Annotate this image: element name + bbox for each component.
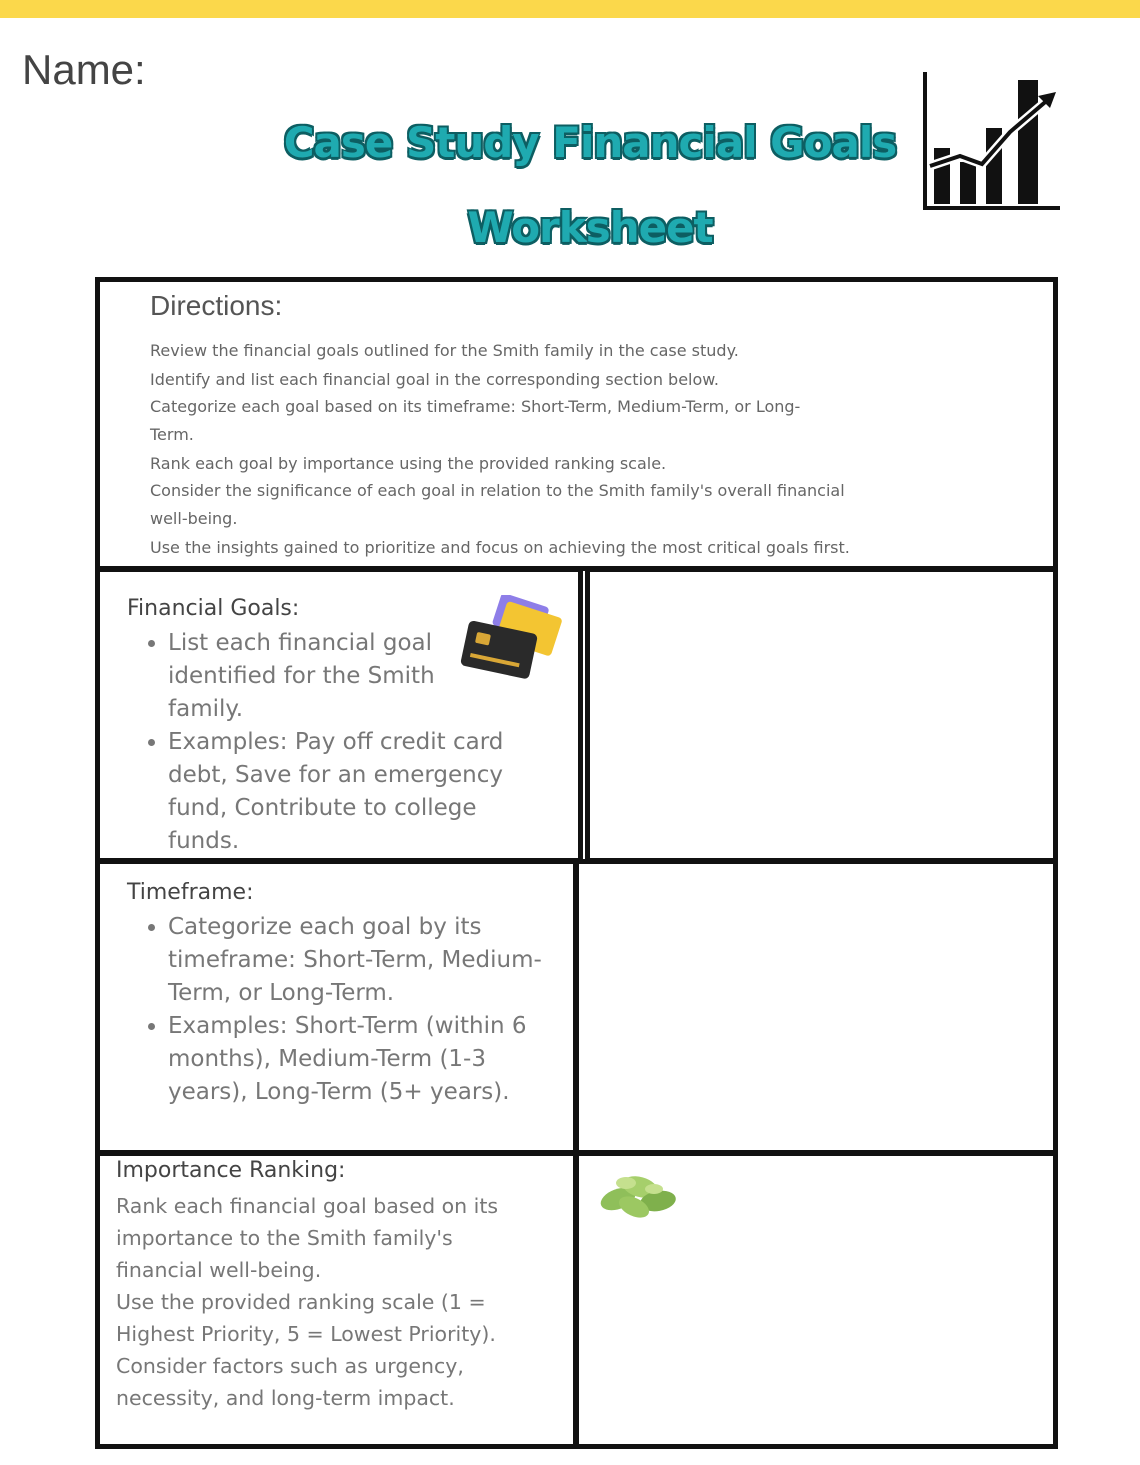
directions-line: well-being. (150, 509, 238, 528)
financial-goals-heading: Financial Goals: (127, 596, 300, 621)
timeframe-list (128, 911, 568, 1109)
worksheet-title-line2: Worksheet (467, 203, 713, 252)
directions-line: Identify and list each financial goal in the corresponding section below. (150, 370, 719, 389)
money-pile-icon (596, 1165, 682, 1223)
ranking-line: Highest Priority, 5 = Lowest Priority). (116, 1322, 496, 1346)
ranking-line: necessity, and long-term impact. (116, 1386, 455, 1410)
worksheet-title-line1: Case Study Financial Goals (283, 118, 897, 167)
ranking-line: financial well-being. (116, 1258, 322, 1282)
name-label: Name: (22, 46, 146, 93)
directions-list (150, 336, 1030, 562)
top-accent-bar (0, 0, 1140, 18)
financial-goals-list (128, 627, 508, 858)
directions-line: Review the financial goals outlined for the Smith family in the case study. (150, 341, 739, 360)
list-item: • Examples: Pay off credit card debt, Save for an emergency fund, Contribute to college funds. (168, 726, 548, 858)
importance-ranking-text (116, 1190, 498, 1414)
directions-line: Term. (150, 425, 194, 444)
ranking-line: Rank each financial goal based on its (116, 1194, 499, 1218)
directions-heading: Directions: (150, 290, 283, 321)
ranking-line: Consider factors such as urgency, (116, 1354, 464, 1378)
directions-line: Categorize each goal based on its timeframe: Short-Term, Medium-Term, or Long- (150, 397, 801, 416)
directions-line: Rank each goal by importance using the provided ranking scale. (150, 454, 667, 473)
list-item: • Categorize each goal by its timeframe: Short-Term, Medium-Term, or Long-Term. (168, 911, 568, 1010)
directions-line: Consider the significance of each goal in relation to the Smith family's overall financial (150, 481, 845, 500)
financial-goals-answer-box[interactable] (585, 567, 1058, 863)
credit-card-icon (460, 595, 565, 687)
list-item: • Examples: Short-Term (within 6 months), Medium-Term (1-3 years), Long-Term (5+ years). (168, 1010, 568, 1109)
timeframe-heading: Timeframe: (127, 880, 254, 905)
ranking-line: importance to the Smith family's (116, 1226, 453, 1250)
bar-chart-growth-icon (920, 70, 1062, 212)
timeframe-answer-box[interactable] (574, 859, 1058, 1155)
directions-line: Use the insights gained to prioritize and focus on achieving the most critical goals first. (150, 538, 850, 557)
ranking-line: Use the provided ranking scale (1 = (116, 1290, 486, 1314)
list-item: • List each financial goal identified for the Smith family. (168, 627, 508, 726)
importance-ranking-heading: Importance Ranking: (116, 1158, 346, 1183)
